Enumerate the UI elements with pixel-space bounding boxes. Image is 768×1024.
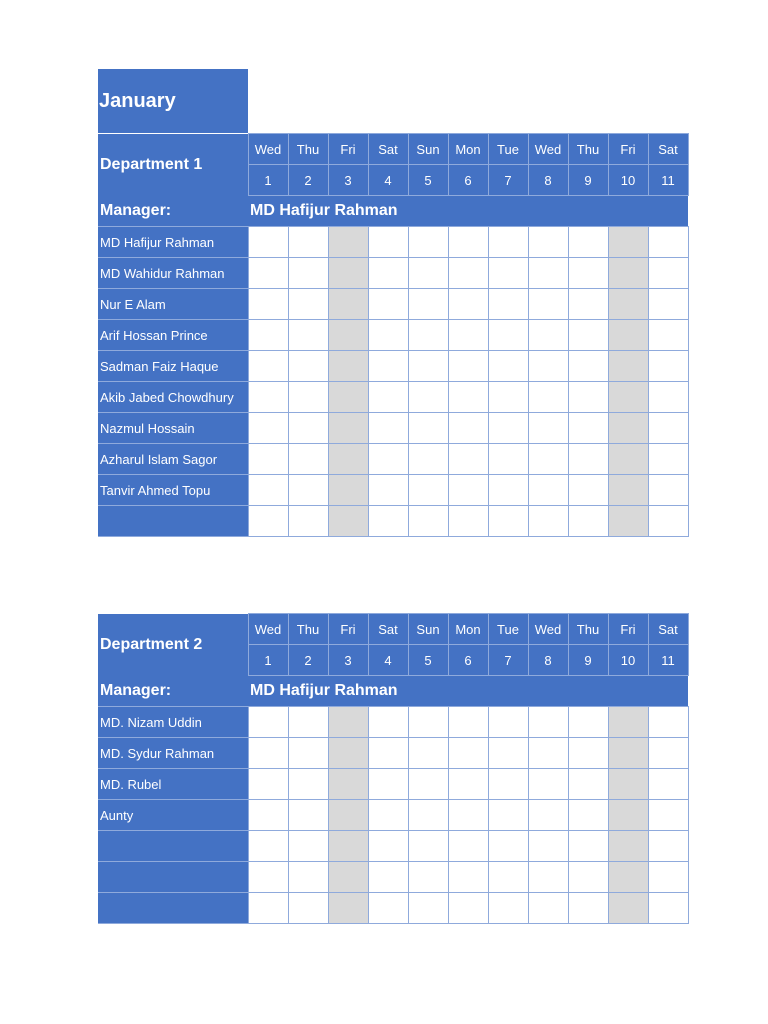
schedule-cell[interactable]: [568, 444, 608, 475]
employee-name[interactable]: MD Hafijur Rahman: [98, 227, 248, 258]
schedule-cell[interactable]: [568, 475, 608, 506]
employee-row: [98, 227, 688, 258]
manager-name: MD Hafijur Rahman: [248, 676, 688, 707]
schedule-cell[interactable]: [648, 289, 688, 320]
schedule-cell[interactable]: [288, 382, 328, 413]
schedule-cell[interactable]: [528, 227, 568, 258]
schedule-cell[interactable]: [648, 831, 688, 862]
schedule-cell[interactable]: [448, 831, 488, 862]
date-header: 2: [288, 645, 328, 676]
date-header: 6: [448, 645, 488, 676]
employee-name[interactable]: Arif Hossan Prince: [98, 320, 248, 351]
schedule-cell[interactable]: [608, 382, 648, 413]
manager-row: [98, 196, 688, 227]
schedule-cell[interactable]: [248, 382, 288, 413]
schedule-cell[interactable]: [408, 738, 448, 769]
employee-row: [98, 289, 688, 320]
schedule-cell[interactable]: [328, 800, 368, 831]
schedule-cell[interactable]: [608, 320, 648, 351]
schedule-cell[interactable]: [648, 506, 688, 537]
date-header: 3: [328, 165, 368, 196]
schedule-cell[interactable]: [368, 382, 408, 413]
schedule-cell[interactable]: [408, 320, 448, 351]
schedule-cell[interactable]: [488, 831, 528, 862]
schedule-cell[interactable]: [608, 444, 648, 475]
schedule-cell[interactable]: [528, 738, 568, 769]
schedule-cell[interactable]: [368, 444, 408, 475]
schedule-cell[interactable]: [408, 800, 448, 831]
schedule-cell[interactable]: [648, 800, 688, 831]
date-header: 5: [408, 645, 448, 676]
schedule-cell[interactable]: [448, 475, 488, 506]
schedule-cell[interactable]: [408, 227, 448, 258]
schedule-cell[interactable]: [328, 320, 368, 351]
department-1-table: [98, 133, 689, 537]
schedule-cell[interactable]: [488, 862, 528, 893]
weekday-header: Tue: [488, 614, 528, 645]
weekday-header: Wed: [248, 614, 288, 645]
schedule-cell[interactable]: [648, 258, 688, 289]
schedule-cell[interactable]: [488, 475, 528, 506]
employee-name[interactable]: Tanvir Ahmed Topu: [98, 475, 248, 506]
weekday-header: Sat: [368, 614, 408, 645]
schedule-cell[interactable]: [408, 769, 448, 800]
date-header: 1: [248, 645, 288, 676]
manager-row: [98, 676, 688, 707]
schedule-cell[interactable]: [648, 738, 688, 769]
date-header: 3: [328, 645, 368, 676]
schedule-cell[interactable]: [368, 738, 408, 769]
schedule-cell[interactable]: [568, 800, 608, 831]
employee-row: [98, 444, 688, 475]
schedule-cell[interactable]: [608, 862, 648, 893]
schedule-cell[interactable]: [288, 227, 328, 258]
schedule-cell[interactable]: [448, 258, 488, 289]
schedule-cell[interactable]: [448, 862, 488, 893]
manager-name: MD Hafijur Rahman: [248, 196, 688, 227]
date-header: 7: [488, 645, 528, 676]
weekday-header: Sat: [368, 134, 408, 165]
schedule-cell[interactable]: [328, 862, 368, 893]
schedule-cell[interactable]: [488, 800, 528, 831]
schedule-cell[interactable]: [288, 769, 328, 800]
manager-label: Manager:: [98, 196, 248, 227]
date-header: 9: [568, 165, 608, 196]
date-header: 4: [368, 165, 408, 196]
employee-name[interactable]: [98, 506, 248, 537]
date-header: 2: [288, 165, 328, 196]
schedule-cell[interactable]: [608, 258, 648, 289]
schedule-cell[interactable]: [488, 413, 528, 444]
employee-row: [98, 707, 688, 738]
schedule-cell[interactable]: [408, 475, 448, 506]
schedule-cell[interactable]: [408, 289, 448, 320]
date-header: 1: [248, 165, 288, 196]
schedule-cell[interactable]: [448, 800, 488, 831]
schedule-cell[interactable]: [328, 475, 368, 506]
employee-row: [98, 320, 688, 351]
schedule-cell[interactable]: [288, 800, 328, 831]
schedule-cell[interactable]: [608, 351, 648, 382]
schedule-cell[interactable]: [488, 738, 528, 769]
weekday-header: Fri: [328, 614, 368, 645]
schedule-cell[interactable]: [608, 506, 648, 537]
schedule-cell[interactable]: [648, 475, 688, 506]
weekday-header: Sun: [408, 134, 448, 165]
schedule-cell[interactable]: [568, 320, 608, 351]
employee-name[interactable]: [98, 893, 248, 924]
schedule-cell[interactable]: [608, 738, 648, 769]
schedule-cell[interactable]: [248, 258, 288, 289]
schedule-cell[interactable]: [448, 738, 488, 769]
weekday-row: [98, 614, 688, 645]
schedule-cell[interactable]: [248, 862, 288, 893]
schedule-cell[interactable]: [648, 707, 688, 738]
schedule-cell[interactable]: [488, 351, 528, 382]
schedule-cell[interactable]: [328, 738, 368, 769]
schedule-cell[interactable]: [328, 506, 368, 537]
schedule-cell[interactable]: [648, 351, 688, 382]
schedule-cell[interactable]: [328, 413, 368, 444]
employee-row: [98, 893, 688, 924]
schedule-cell[interactable]: [528, 320, 568, 351]
employee-row: [98, 831, 688, 862]
schedule-cell[interactable]: [448, 227, 488, 258]
schedule-cell[interactable]: [248, 475, 288, 506]
schedule-cell[interactable]: [448, 506, 488, 537]
date-header: 5: [408, 165, 448, 196]
schedule-cell[interactable]: [408, 351, 448, 382]
schedule-cell[interactable]: [408, 506, 448, 537]
weekday-header: Sun: [408, 614, 448, 645]
schedule-cell[interactable]: [448, 289, 488, 320]
weekday-header: Thu: [568, 614, 608, 645]
schedule-cell[interactable]: [648, 382, 688, 413]
schedule-cell[interactable]: [368, 475, 408, 506]
schedule-cell[interactable]: [288, 351, 328, 382]
schedule-cell[interactable]: [608, 227, 648, 258]
date-header: 10: [608, 645, 648, 676]
department-name: Department 1: [98, 134, 248, 196]
employee-row: [98, 258, 688, 289]
schedule-cell[interactable]: [568, 707, 608, 738]
schedule-cell[interactable]: [368, 769, 408, 800]
schedule-cell[interactable]: [568, 258, 608, 289]
employee-name[interactable]: MD. Rubel: [98, 769, 248, 800]
employee-row: [98, 769, 688, 800]
schedule-cell[interactable]: [528, 800, 568, 831]
schedule-cell[interactable]: [608, 289, 648, 320]
schedule-cell[interactable]: [288, 444, 328, 475]
schedule-cell[interactable]: [288, 320, 328, 351]
schedule-cell[interactable]: [408, 413, 448, 444]
schedule-cell[interactable]: [408, 258, 448, 289]
date-header: 6: [448, 165, 488, 196]
schedule-cell[interactable]: [568, 382, 608, 413]
schedule-cell[interactable]: [368, 227, 408, 258]
employee-name[interactable]: Azharul Islam Sagor: [98, 444, 248, 475]
employee-name[interactable]: [98, 862, 248, 893]
date-header: 11: [648, 165, 688, 196]
schedule-cell[interactable]: [328, 831, 368, 862]
schedule-cell[interactable]: [448, 444, 488, 475]
schedule-cell[interactable]: [288, 862, 328, 893]
schedule-cell[interactable]: [488, 227, 528, 258]
schedule-cell[interactable]: [648, 444, 688, 475]
weekday-header: Fri: [328, 134, 368, 165]
weekday-row: [98, 134, 688, 165]
employee-name[interactable]: Aunty: [98, 800, 248, 831]
schedule-cell[interactable]: [288, 707, 328, 738]
schedule-cell[interactable]: [248, 800, 288, 831]
schedule-cell[interactable]: [248, 506, 288, 537]
employee-name[interactable]: Akib Jabed Chowdhury: [98, 382, 248, 413]
schedule-cell[interactable]: [488, 320, 528, 351]
weekday-header: Fri: [608, 134, 648, 165]
schedule-cell[interactable]: [248, 738, 288, 769]
date-header: 10: [608, 165, 648, 196]
schedule-cell[interactable]: [368, 320, 408, 351]
schedule-cell[interactable]: [288, 475, 328, 506]
employee-name[interactable]: MD Wahidur Rahman: [98, 258, 248, 289]
schedule-cell[interactable]: [248, 320, 288, 351]
schedule-cell[interactable]: [248, 769, 288, 800]
schedule-cell[interactable]: [328, 444, 368, 475]
schedule-cell[interactable]: [248, 351, 288, 382]
schedule-cell[interactable]: [488, 893, 528, 924]
schedule-cell[interactable]: [248, 227, 288, 258]
schedule-cell[interactable]: [368, 831, 408, 862]
schedule-cell[interactable]: [248, 444, 288, 475]
schedule-cell[interactable]: [448, 769, 488, 800]
schedule-cell[interactable]: [528, 413, 568, 444]
weekday-header: Wed: [528, 134, 568, 165]
schedule-cell[interactable]: [408, 831, 448, 862]
schedule-cell[interactable]: [368, 289, 408, 320]
date-header: 8: [528, 645, 568, 676]
employee-name[interactable]: Nazmul Hossain: [98, 413, 248, 444]
schedule-cell[interactable]: [528, 258, 568, 289]
schedule-cell[interactable]: [568, 893, 608, 924]
schedule-cell[interactable]: [408, 382, 448, 413]
employee-name[interactable]: MD. Sydur Rahman: [98, 738, 248, 769]
weekday-header: Sat: [648, 614, 688, 645]
schedule-cell[interactable]: [528, 893, 568, 924]
schedule-cell[interactable]: [528, 444, 568, 475]
schedule-cell[interactable]: [648, 862, 688, 893]
schedule-cell[interactable]: [248, 289, 288, 320]
schedule-cell[interactable]: [328, 893, 368, 924]
schedule-cell[interactable]: [608, 475, 648, 506]
employee-row: [98, 382, 688, 413]
schedule-cell[interactable]: [568, 831, 608, 862]
employee-row: [98, 738, 688, 769]
weekday-header: Fri: [608, 614, 648, 645]
schedule-cell[interactable]: [608, 769, 648, 800]
schedule-cell[interactable]: [368, 351, 408, 382]
schedule-cell[interactable]: [368, 862, 408, 893]
schedule-cell[interactable]: [648, 320, 688, 351]
weekday-header: Sat: [648, 134, 688, 165]
schedule-cell[interactable]: [488, 382, 528, 413]
manager-label: Manager:: [98, 676, 248, 707]
schedule-cell[interactable]: [408, 862, 448, 893]
schedule-cell[interactable]: [568, 769, 608, 800]
schedule-cell[interactable]: [648, 413, 688, 444]
schedule-cell[interactable]: [488, 707, 528, 738]
weekday-header: Thu: [568, 134, 608, 165]
schedule-cell[interactable]: [448, 320, 488, 351]
schedule-cell[interactable]: [288, 413, 328, 444]
employee-row: [98, 862, 688, 893]
schedule-cell[interactable]: [288, 831, 328, 862]
schedule-cell[interactable]: [608, 800, 648, 831]
employee-row: [98, 351, 688, 382]
schedule-cell[interactable]: [328, 227, 368, 258]
schedule-cell[interactable]: [488, 506, 528, 537]
schedule-cell[interactable]: [408, 444, 448, 475]
schedule-cell[interactable]: [528, 351, 568, 382]
schedule-cell[interactable]: [248, 893, 288, 924]
schedule-cell[interactable]: [568, 351, 608, 382]
schedule-cell[interactable]: [488, 444, 528, 475]
schedule-cell[interactable]: [608, 831, 648, 862]
schedule-cell[interactable]: [528, 475, 568, 506]
schedule-cell[interactable]: [328, 769, 368, 800]
schedule-cell[interactable]: [248, 707, 288, 738]
schedule-cell[interactable]: [568, 413, 608, 444]
schedule-cell[interactable]: [528, 831, 568, 862]
weekday-header: Wed: [248, 134, 288, 165]
schedule-cell[interactable]: [288, 289, 328, 320]
employee-row: [98, 506, 688, 537]
schedule-cell[interactable]: [568, 289, 608, 320]
schedule-cell[interactable]: [488, 289, 528, 320]
schedule-cell[interactable]: [528, 382, 568, 413]
weekday-header: Wed: [528, 614, 568, 645]
schedule-cell[interactable]: [648, 227, 688, 258]
schedule-cell[interactable]: [448, 351, 488, 382]
schedule-cell[interactable]: [328, 351, 368, 382]
employee-row: [98, 413, 688, 444]
schedule-cell[interactable]: [648, 769, 688, 800]
employee-name[interactable]: [98, 831, 248, 862]
employee-row: [98, 475, 688, 506]
date-header: 9: [568, 645, 608, 676]
month-title: January: [98, 69, 248, 133]
schedule-cell[interactable]: [448, 707, 488, 738]
schedule-cell[interactable]: [528, 289, 568, 320]
employee-name[interactable]: Nur E Alam: [98, 289, 248, 320]
schedule-cell[interactable]: [328, 382, 368, 413]
schedule-cell[interactable]: [368, 506, 408, 537]
schedule-cell[interactable]: [288, 258, 328, 289]
employee-row: [98, 800, 688, 831]
schedule-cell[interactable]: [528, 707, 568, 738]
schedule-cell[interactable]: [368, 707, 408, 738]
schedule-cell[interactable]: [368, 413, 408, 444]
employee-name[interactable]: Sadman Faiz Haque: [98, 351, 248, 382]
schedule-cell[interactable]: [448, 893, 488, 924]
schedule-cell[interactable]: [448, 382, 488, 413]
schedule-cell[interactable]: [568, 506, 608, 537]
schedule-cell[interactable]: [408, 893, 448, 924]
schedule-cell[interactable]: [488, 769, 528, 800]
date-header: 11: [648, 645, 688, 676]
schedule-cell[interactable]: [528, 506, 568, 537]
employee-name[interactable]: MD. Nizam Uddin: [98, 707, 248, 738]
schedule-cell[interactable]: [248, 413, 288, 444]
schedule-cell[interactable]: [288, 506, 328, 537]
schedule-cell[interactable]: [328, 289, 368, 320]
department-name: Department 2: [98, 614, 248, 676]
schedule-cell[interactable]: [408, 707, 448, 738]
schedule-cell[interactable]: [288, 738, 328, 769]
weekday-header: Mon: [448, 614, 488, 645]
schedule-cell[interactable]: [568, 227, 608, 258]
schedule-cell[interactable]: [568, 862, 608, 893]
schedule-cell[interactable]: [528, 769, 568, 800]
schedule-cell[interactable]: [248, 831, 288, 862]
weekday-header: Thu: [288, 614, 328, 645]
schedule-cell[interactable]: [568, 738, 608, 769]
schedule-cell[interactable]: [608, 893, 648, 924]
department-2-table: [98, 613, 689, 924]
schedule-cell[interactable]: [328, 258, 368, 289]
schedule-cell[interactable]: [368, 258, 408, 289]
schedule-cell[interactable]: [368, 800, 408, 831]
schedule-cell[interactable]: [448, 413, 488, 444]
date-header: 8: [528, 165, 568, 196]
weekday-header: Tue: [488, 134, 528, 165]
schedule-cell[interactable]: [288, 893, 328, 924]
schedule-cell[interactable]: [328, 707, 368, 738]
date-header: 7: [488, 165, 528, 196]
date-header: 4: [368, 645, 408, 676]
schedule-cell[interactable]: [608, 413, 648, 444]
schedule-cell[interactable]: [488, 258, 528, 289]
schedule-cell[interactable]: [608, 707, 648, 738]
schedule-cell[interactable]: [648, 893, 688, 924]
weekday-header: Thu: [288, 134, 328, 165]
schedule-cell[interactable]: [368, 893, 408, 924]
schedule-cell[interactable]: [528, 862, 568, 893]
weekday-header: Mon: [448, 134, 488, 165]
